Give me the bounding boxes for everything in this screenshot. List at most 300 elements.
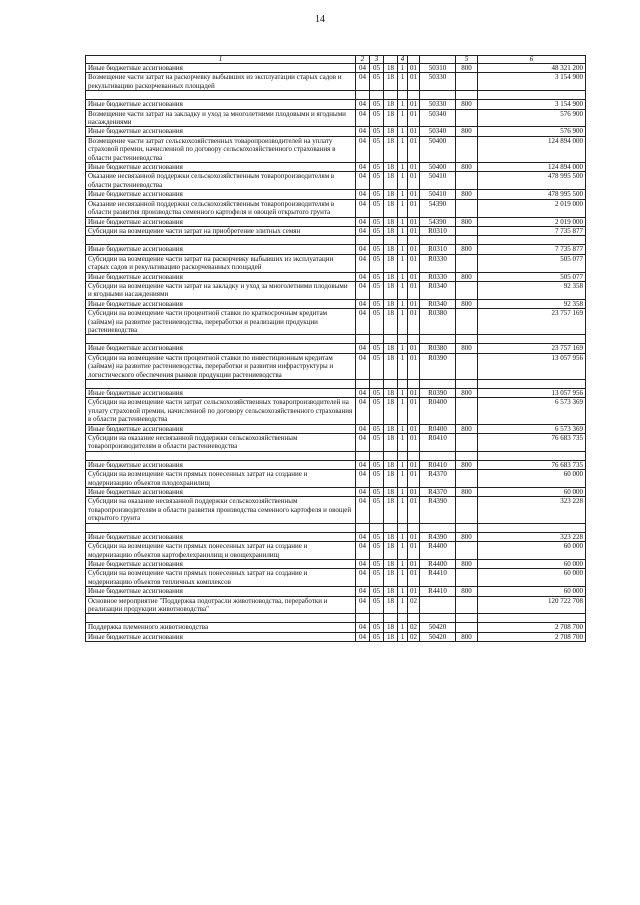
row-amount: 60 000 xyxy=(478,569,586,587)
row-amount: 60 000 xyxy=(478,542,586,560)
code-direction: R0390 xyxy=(420,353,456,379)
code-section: 04 xyxy=(356,309,370,335)
code-event: 01 xyxy=(408,163,420,172)
code-event: 01 xyxy=(408,172,420,190)
code-expense-type xyxy=(456,199,478,217)
code-subprogram: 1 xyxy=(398,497,408,523)
table-row xyxy=(86,532,586,541)
code-subsection: 05 xyxy=(370,344,384,353)
code-subsection: 05 xyxy=(370,497,384,523)
code-event: 02 xyxy=(408,596,420,614)
code-direction: 50340 xyxy=(420,127,456,136)
code-direction: R4370 xyxy=(420,470,456,488)
code-program: 18 xyxy=(384,569,398,587)
code-subsection: 05 xyxy=(370,389,384,398)
code-direction: 54390 xyxy=(420,199,456,217)
row-name: Субсидии на оказание несвязанной поддержки сельскохозяйственным товаропроизводителям в области развития производства семенного картофеля и овощей открытого грунта xyxy=(86,497,356,523)
code-section: 04 xyxy=(356,632,370,641)
code-direction: R4400 xyxy=(420,542,456,560)
code-program: 18 xyxy=(384,299,398,308)
spacer-row xyxy=(86,91,586,100)
code-expense-type xyxy=(456,254,478,272)
code-subprogram: 1 xyxy=(398,424,408,433)
row-name: Субсидии на возмещение части затрат на приобретение элитных семян xyxy=(86,226,356,235)
code-section: 04 xyxy=(356,353,370,379)
spacer-cell xyxy=(478,523,586,532)
spacer-cell xyxy=(408,523,420,532)
row-name: Основное мероприятие "Поддержка подотрасли животноводства, переработки и реализации продукции животноводства" xyxy=(86,596,356,614)
spacer-cell xyxy=(420,91,456,100)
code-event: 01 xyxy=(408,434,420,452)
spacer-cell xyxy=(408,614,420,623)
code-event: 01 xyxy=(408,199,420,217)
header-row xyxy=(86,56,586,64)
spacer-cell xyxy=(408,380,420,389)
code-expense-type xyxy=(456,353,478,379)
row-name: Оказание несвязанной поддержки сельскохозяйственным товаропроизводителям в области растениеводства xyxy=(86,172,356,190)
code-program: 18 xyxy=(384,109,398,127)
table-row xyxy=(86,559,586,568)
spacer-cell xyxy=(420,335,456,344)
spacer-cell xyxy=(384,335,398,344)
row-amount: 2 708 700 xyxy=(478,623,586,632)
row-amount: 2 019 000 xyxy=(478,199,586,217)
code-event: 01 xyxy=(408,127,420,136)
code-subprogram: 1 xyxy=(398,217,408,226)
code-subsection: 05 xyxy=(370,64,384,73)
code-expense-type: 800 xyxy=(456,389,478,398)
code-program: 18 xyxy=(384,309,398,335)
row-amount: 7 735 877 xyxy=(478,245,586,254)
header-cell xyxy=(420,56,456,64)
code-subsection: 05 xyxy=(370,172,384,190)
code-program: 18 xyxy=(384,254,398,272)
code-subsection: 05 xyxy=(370,190,384,199)
code-direction: 50400 xyxy=(420,136,456,162)
code-program: 18 xyxy=(384,542,398,560)
code-section: 04 xyxy=(356,73,370,91)
code-subsection: 05 xyxy=(370,434,384,452)
code-expense-type xyxy=(456,470,478,488)
table-row xyxy=(86,73,586,91)
code-section: 04 xyxy=(356,542,370,560)
code-subsection: 05 xyxy=(370,559,384,568)
code-direction: R4390 xyxy=(420,532,456,541)
table-row xyxy=(86,569,586,587)
spacer-cell xyxy=(478,236,586,245)
code-program: 18 xyxy=(384,73,398,91)
table-row xyxy=(86,623,586,632)
row-amount: 2 708 700 xyxy=(478,632,586,641)
spacer-row xyxy=(86,614,586,623)
code-subsection: 05 xyxy=(370,632,384,641)
budget-table xyxy=(85,55,586,642)
code-expense-type xyxy=(456,569,478,587)
code-subsection: 05 xyxy=(370,281,384,299)
code-expense-type xyxy=(456,73,478,91)
code-subsection: 05 xyxy=(370,532,384,541)
code-subsection: 05 xyxy=(370,254,384,272)
code-subsection: 05 xyxy=(370,587,384,596)
code-event: 01 xyxy=(408,109,420,127)
spacer-row xyxy=(86,380,586,389)
code-event: 01 xyxy=(408,559,420,568)
spacer-cell xyxy=(384,614,398,623)
spacer-cell xyxy=(420,523,456,532)
code-section: 04 xyxy=(356,100,370,109)
row-name: Иные бюджетные ассигнования xyxy=(86,217,356,226)
code-subsection: 05 xyxy=(370,100,384,109)
code-subsection: 05 xyxy=(370,127,384,136)
code-event: 01 xyxy=(408,254,420,272)
code-expense-type: 800 xyxy=(456,532,478,541)
code-section: 04 xyxy=(356,569,370,587)
code-direction: R0340 xyxy=(420,299,456,308)
header-cell: 5 xyxy=(456,56,478,64)
code-expense-type: 800 xyxy=(456,245,478,254)
code-direction: R0410 xyxy=(420,434,456,452)
table-row xyxy=(86,109,586,127)
code-section: 04 xyxy=(356,344,370,353)
spacer-cell xyxy=(408,335,420,344)
code-section: 04 xyxy=(356,299,370,308)
code-subprogram: 1 xyxy=(398,542,408,560)
table-row xyxy=(86,127,586,136)
spacer-cell xyxy=(420,236,456,245)
code-program: 18 xyxy=(384,632,398,641)
spacer-cell xyxy=(408,236,420,245)
row-name: Иные бюджетные ассигнования xyxy=(86,532,356,541)
row-amount: 2 019 000 xyxy=(478,217,586,226)
row-name: Субсидии на возмещение части прямых понесенных затрат на создание и модернизацию объектов плодохранилищ xyxy=(86,470,356,488)
code-direction: R0410 xyxy=(420,460,456,469)
spacer-cell xyxy=(370,451,384,460)
code-event: 01 xyxy=(408,344,420,353)
code-subsection: 05 xyxy=(370,136,384,162)
code-subprogram: 1 xyxy=(398,281,408,299)
code-event: 01 xyxy=(408,226,420,235)
row-amount: 576 900 xyxy=(478,127,586,136)
code-subprogram: 1 xyxy=(398,389,408,398)
row-amount: 60 000 xyxy=(478,559,586,568)
row-name: Субсидии на возмещение части прямых понесенных затрат на создание и модернизацию объектов картофелехранилищ и овощехранилищ xyxy=(86,542,356,560)
code-section: 04 xyxy=(356,272,370,281)
spacer-cell xyxy=(384,451,398,460)
code-subprogram: 1 xyxy=(398,299,408,308)
code-program: 18 xyxy=(384,587,398,596)
code-direction: 50330 xyxy=(420,100,456,109)
spacer-cell xyxy=(456,91,478,100)
spacer-cell xyxy=(478,451,586,460)
code-program: 18 xyxy=(384,497,398,523)
row-amount: 7 735 877 xyxy=(478,226,586,235)
code-subsection: 05 xyxy=(370,309,384,335)
spacer-cell xyxy=(420,451,456,460)
code-expense-type xyxy=(456,398,478,424)
code-direction: R0380 xyxy=(420,344,456,353)
code-event: 01 xyxy=(408,245,420,254)
code-expense-type xyxy=(456,109,478,127)
code-subsection: 05 xyxy=(370,245,384,254)
row-amount: 48 321 200 xyxy=(478,64,586,73)
table-row xyxy=(86,163,586,172)
code-direction: 50410 xyxy=(420,190,456,199)
row-amount: 478 995 500 xyxy=(478,190,586,199)
code-expense-type xyxy=(456,172,478,190)
code-expense-type: 800 xyxy=(456,100,478,109)
row-amount: 60 000 xyxy=(478,488,586,497)
code-expense-type: 800 xyxy=(456,424,478,433)
code-event: 01 xyxy=(408,73,420,91)
spacer-cell xyxy=(356,523,370,532)
code-expense-type: 800 xyxy=(456,190,478,199)
code-section: 04 xyxy=(356,532,370,541)
code-direction: R4390 xyxy=(420,497,456,523)
spacer-cell xyxy=(370,614,384,623)
table-row xyxy=(86,488,586,497)
spacer-cell xyxy=(398,451,408,460)
spacer-cell xyxy=(356,335,370,344)
table-row xyxy=(86,389,586,398)
code-program: 18 xyxy=(384,190,398,199)
code-subsection: 05 xyxy=(370,470,384,488)
code-expense-type xyxy=(456,542,478,560)
code-direction: 50420 xyxy=(420,632,456,641)
spacer-cell xyxy=(398,523,408,532)
code-program: 18 xyxy=(384,163,398,172)
table-row xyxy=(86,398,586,424)
code-subprogram: 1 xyxy=(398,460,408,469)
header-cell: 1 xyxy=(86,56,356,64)
code-subprogram: 1 xyxy=(398,127,408,136)
row-amount: 6 573 369 xyxy=(478,398,586,424)
row-amount: 92 358 xyxy=(478,299,586,308)
code-section: 04 xyxy=(356,623,370,632)
spacer-cell xyxy=(420,614,456,623)
spacer-row xyxy=(86,335,586,344)
code-program: 18 xyxy=(384,245,398,254)
code-direction: R0390 xyxy=(420,389,456,398)
row-amount: 23 757 169 xyxy=(478,344,586,353)
header-cell: 2 xyxy=(356,56,370,64)
code-direction: R0310 xyxy=(420,226,456,235)
header-cell xyxy=(408,56,420,64)
code-section: 04 xyxy=(356,199,370,217)
code-section: 04 xyxy=(356,460,370,469)
spacer-cell xyxy=(356,236,370,245)
code-direction: R0340 xyxy=(420,281,456,299)
row-name: Иные бюджетные ассигнования xyxy=(86,587,356,596)
code-section: 04 xyxy=(356,497,370,523)
code-event: 02 xyxy=(408,632,420,641)
code-subprogram: 1 xyxy=(398,587,408,596)
code-direction: 54390 xyxy=(420,217,456,226)
code-program: 18 xyxy=(384,389,398,398)
row-name: Иные бюджетные ассигнования xyxy=(86,488,356,497)
code-section: 04 xyxy=(356,254,370,272)
code-program: 18 xyxy=(384,272,398,281)
code-event: 01 xyxy=(408,309,420,335)
code-direction: R4400 xyxy=(420,559,456,568)
code-subprogram: 1 xyxy=(398,398,408,424)
table-row xyxy=(86,497,586,523)
spacer-cell xyxy=(408,91,420,100)
code-subsection: 05 xyxy=(370,542,384,560)
spacer-cell xyxy=(398,91,408,100)
code-expense-type: 800 xyxy=(456,559,478,568)
spacer-cell xyxy=(384,523,398,532)
table-row xyxy=(86,596,586,614)
code-subprogram: 1 xyxy=(398,623,408,632)
code-program: 18 xyxy=(384,344,398,353)
spacer-cell xyxy=(398,236,408,245)
code-expense-type: 800 xyxy=(456,272,478,281)
spacer-cell xyxy=(370,236,384,245)
code-subprogram: 1 xyxy=(398,353,408,379)
spacer-cell xyxy=(86,236,356,245)
code-section: 04 xyxy=(356,136,370,162)
header-cell: 4 xyxy=(398,56,408,64)
code-event: 01 xyxy=(408,470,420,488)
code-event: 01 xyxy=(408,299,420,308)
code-event: 01 xyxy=(408,587,420,596)
row-name: Иные бюджетные ассигнования xyxy=(86,190,356,199)
code-subsection: 05 xyxy=(370,488,384,497)
code-direction: R0330 xyxy=(420,272,456,281)
code-event: 01 xyxy=(408,569,420,587)
code-subsection: 05 xyxy=(370,424,384,433)
code-expense-type xyxy=(456,623,478,632)
code-direction xyxy=(420,596,456,614)
row-amount: 60 000 xyxy=(478,470,586,488)
code-program: 18 xyxy=(384,424,398,433)
code-section: 04 xyxy=(356,596,370,614)
spacer-cell xyxy=(456,614,478,623)
code-subsection: 05 xyxy=(370,163,384,172)
code-program: 18 xyxy=(384,199,398,217)
code-subprogram: 1 xyxy=(398,632,408,641)
spacer-cell xyxy=(356,614,370,623)
code-expense-type xyxy=(456,309,478,335)
code-program: 18 xyxy=(384,470,398,488)
code-event: 02 xyxy=(408,623,420,632)
row-name: Субсидии на возмещение части затрат на раскорчевку выбывших из эксплуатации старых садов и рекультивацию раскорчеванных площадей xyxy=(86,254,356,272)
table-row xyxy=(86,281,586,299)
code-subprogram: 1 xyxy=(398,559,408,568)
spacer-cell xyxy=(86,335,356,344)
table-row xyxy=(86,632,586,641)
code-subprogram: 1 xyxy=(398,272,408,281)
code-subsection: 05 xyxy=(370,226,384,235)
row-name: Субсидии на возмещение части процентной ставки по инвестиционным кредитам (займам) на развитие растениеводства, переработки и развития инфраструктуры и логистического обеспечения рынков продукции растениеводства xyxy=(86,353,356,379)
code-direction: R0380 xyxy=(420,309,456,335)
table-row xyxy=(86,100,586,109)
spacer-cell xyxy=(86,91,356,100)
code-expense-type xyxy=(456,226,478,235)
code-event: 01 xyxy=(408,542,420,560)
row-amount: 3 154 900 xyxy=(478,100,586,109)
code-subprogram: 1 xyxy=(398,309,408,335)
code-program: 18 xyxy=(384,127,398,136)
table-row xyxy=(86,344,586,353)
code-section: 04 xyxy=(356,434,370,452)
row-amount: 23 757 169 xyxy=(478,309,586,335)
spacer-cell xyxy=(356,380,370,389)
row-amount: 13 057 956 xyxy=(478,353,586,379)
code-subsection: 05 xyxy=(370,569,384,587)
code-section: 04 xyxy=(356,389,370,398)
row-name: Возмещение части затрат сельскохозяйственных товаропроизводителей на уплату страховой премии, начисленной по договору сельскохозяйственного страхования в области растениеводства xyxy=(86,136,356,162)
spacer-cell xyxy=(86,451,356,460)
code-direction: R0310 xyxy=(420,245,456,254)
spacer-cell xyxy=(398,380,408,389)
code-subprogram: 1 xyxy=(398,488,408,497)
row-name: Субсидии на возмещение части затрат на закладку и уход за многолетними плодовыми и ягодными насаждениями xyxy=(86,281,356,299)
spacer-cell xyxy=(478,380,586,389)
row-amount: 124 894 000 xyxy=(478,136,586,162)
spacer-cell xyxy=(356,451,370,460)
code-subprogram: 1 xyxy=(398,172,408,190)
code-expense-type: 800 xyxy=(456,64,478,73)
spacer-row xyxy=(86,236,586,245)
code-subprogram: 1 xyxy=(398,136,408,162)
row-amount: 505 077 xyxy=(478,272,586,281)
spacer-row xyxy=(86,523,586,532)
code-event: 01 xyxy=(408,424,420,433)
table-row xyxy=(86,353,586,379)
row-name: Иные бюджетные ассигнования xyxy=(86,163,356,172)
code-event: 01 xyxy=(408,497,420,523)
spacer-cell xyxy=(398,335,408,344)
code-section: 04 xyxy=(356,245,370,254)
code-subprogram: 1 xyxy=(398,64,408,73)
code-subprogram: 1 xyxy=(398,163,408,172)
row-name: Субсидии на возмещение части прямых понесенных затрат на создание и модернизацию объектов тепличных комплексов xyxy=(86,569,356,587)
row-name: Возмещение части затрат на раскорчевку выбывших из эксплуатации старых садов и рекультивацию раскорчеванных площадей xyxy=(86,73,356,91)
row-name: Возмещение части затрат на закладку и уход за многолетними плодовыми и ягодными насаждениями xyxy=(86,109,356,127)
code-expense-type xyxy=(456,596,478,614)
spacer-cell xyxy=(370,523,384,532)
row-amount: 60 000 xyxy=(478,587,586,596)
code-subprogram: 1 xyxy=(398,73,408,91)
spacer-row xyxy=(86,451,586,460)
code-direction: 50420 xyxy=(420,623,456,632)
code-section: 04 xyxy=(356,470,370,488)
code-subprogram: 1 xyxy=(398,532,408,541)
code-section: 04 xyxy=(356,488,370,497)
spacer-cell xyxy=(408,451,420,460)
row-name: Субсидии на оказание несвязанной поддержки сельскохозяйственным товаропроизводителям в области растениеводства xyxy=(86,434,356,452)
code-program: 18 xyxy=(384,623,398,632)
row-name: Иные бюджетные ассигнования xyxy=(86,272,356,281)
code-expense-type: 800 xyxy=(456,460,478,469)
table-row xyxy=(86,299,586,308)
code-direction: 50310 xyxy=(420,64,456,73)
table-row xyxy=(86,460,586,469)
spacer-cell xyxy=(384,236,398,245)
table-row xyxy=(86,272,586,281)
code-section: 04 xyxy=(356,172,370,190)
row-name: Оказание несвязанной поддержки сельскохозяйственным товаропроизводителям в области развития производства семенного картофеля и овощей открытого грунта xyxy=(86,199,356,217)
code-event: 01 xyxy=(408,217,420,226)
row-name: Иные бюджетные ассигнования xyxy=(86,299,356,308)
code-program: 18 xyxy=(384,136,398,162)
table-row xyxy=(86,424,586,433)
spacer-cell xyxy=(398,614,408,623)
table-row xyxy=(86,64,586,73)
code-event: 01 xyxy=(408,398,420,424)
spacer-cell xyxy=(456,451,478,460)
